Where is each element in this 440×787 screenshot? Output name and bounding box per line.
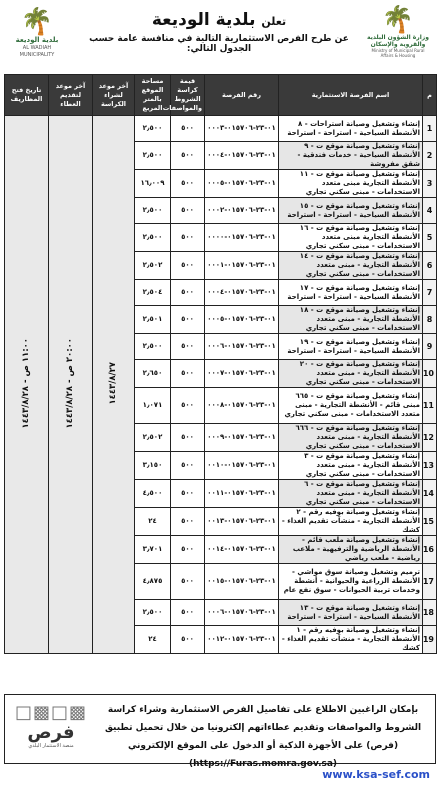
row-area: ٣٫١٥٠ — [135, 452, 171, 480]
row-name: إنشاء وتشغيل وصيانة موقع ت - ١٧ الأنشطة السياحية - استراحة - استراحة — [279, 280, 423, 306]
row-price: ٥٠٠ — [171, 424, 205, 452]
row-index: 4 — [423, 198, 437, 224]
municipality-logo-sub: AL WADIAH MUNICIPALITY — [19, 45, 55, 58]
row-index: 2 — [423, 142, 437, 170]
row-area: ٢٤ — [135, 626, 171, 654]
row-index: 13 — [423, 452, 437, 480]
merged-last-purchase-text: ١٤٤٣/٨/٢٧ — [108, 361, 118, 405]
row-price: ٥٠٠ — [171, 388, 205, 424]
col-opening: تاريخ فتح المظاريف — [5, 75, 49, 116]
row-code: ٠١-٢٣-٠١٥٧٠٦-٠٠١٥ — [205, 564, 279, 600]
row-code: ٠١-٢٣-٠١٥٧٠٦-٠٠١٣ — [205, 508, 279, 536]
ministry-logo-sub: Ministry of Municipal Rural Affairs & Housing — [371, 48, 425, 58]
row-name: إنشاء وتشغيل وصيانة بوفيه رقم - ٢ الأنشطة التجارية - منشآت تقديم الغذاء - كشك — [279, 508, 423, 536]
row-index: 1 — [423, 116, 437, 142]
col-price: قيمة كراسة الشروط والمواصفات — [171, 75, 205, 116]
footer-text: بإمكان الراغبين الاطلاع على تفاصيل الفرص الاستثمارية وشراء كراسة الشروط والمواصفات وتقديم عطاءاتهم إلكترونيا من خلال تحميل تطبيق (فرص) على الأجهزة الذكية أو الدخول على الموقع الإلكتروني (https://Furas.momra.gov.sa) — [104, 705, 422, 769]
col-index: م — [423, 75, 437, 116]
row-name: إنشاء وتشغيل وصيانة موقع ت - ١١ الأنشطة التجارية مبنى متعدد الاستخدامات - مبنى سكني تجاري — [279, 170, 423, 198]
row-index: 11 — [423, 388, 437, 424]
title-main: بلدية الوديعة — [151, 10, 256, 30]
row-area: ٣٫٧٠١ — [135, 536, 171, 564]
row-area: ٤٫٥٠٠ — [135, 480, 171, 508]
row-name: إنشاء وتشغيل وصيانة موقع ت - ٦ الأنشطة التجارية - مبنى متعدد الاستخدامات - مبنى سكني تجاري — [279, 480, 423, 508]
row-index: 7 — [423, 280, 437, 306]
table-header-row — [5, 75, 437, 116]
row-name: إنشاء وتشغيل وصيانة موقع ت - ١٤ الأنشطة التجارية - مبنى متعدد الاستخدامات - مبنى سكني تجاري — [279, 252, 423, 280]
row-name: إنشاء وتشغيل وصيانة موقع ت - ٩ الأنشطة السياحية - خدمات فندقية - شقق مفروشة — [279, 142, 423, 170]
merged-last-submit — [49, 116, 93, 654]
row-code: ٠١-٢٣-٠١٥٧٠٦-٠٠٠١ — [205, 252, 279, 280]
row-code: ٠١-٢٣-٠١٥٧٠٦-٠٠١٢ — [205, 626, 279, 654]
row-name: إنشاء وتشغيل وصيانة موقع ت - ١٩ الأنشطة السياحية - استراحة - استراحة — [279, 334, 423, 360]
row-price: ٥٠٠ — [171, 334, 205, 360]
row-index: 6 — [423, 252, 437, 280]
row-area: ٢٫٥٠٠ — [135, 600, 171, 626]
row-code: ٠١-٢٣-٠١٥٧٠٦-٠٠٠٤ — [205, 280, 279, 306]
row-area: ٢٫٥٠١ — [135, 306, 171, 334]
page-title — [74, 10, 364, 30]
row-name: إنشاء وتشغيل وصيانة موقع ت - ١٣ الأنشطة السياحية - استراحة - استراحة — [279, 600, 423, 626]
row-index: 5 — [423, 224, 437, 252]
row-area: ٢٫٥٠٠ — [135, 116, 171, 142]
row-index: 12 — [423, 424, 437, 452]
row-name: إنشاء وتشغيل وصيانة موقع ت - ٣ الأنشطة التجارية - مبنى متعدد الاستخدامات - مبنى سكني تجاري — [279, 452, 423, 480]
row-price: ٥٠٠ — [171, 600, 205, 626]
row-area: ٢٫٥٠٤ — [135, 280, 171, 306]
row-index: 16 — [423, 536, 437, 564]
row-index: 18 — [423, 600, 437, 626]
row-code: ٠١-٢٣-٠١٥٧٠٦-٠٠١١ — [205, 480, 279, 508]
palm-icon: 🌴 — [20, 7, 54, 37]
row-code: ٠١-٢٣-٠١٥٧٠٦-٠٠٠٥ — [205, 170, 279, 198]
furas-brand-sub: منصة الاستثمار البلدي — [28, 743, 74, 749]
row-name: ترميم وتشغيل وصيانة سوق مواشي - الأنشطة الزراعية والحيوانية - أنشطة وخدمات تربية الحيوانات - سوق نفع عام — [279, 564, 423, 600]
col-area: مساحة الموقع بالمتر المربع — [135, 75, 171, 116]
opportunities-table — [4, 74, 437, 654]
title-prefix: تعلن — [261, 15, 287, 28]
row-area: ٢٫٥٠٠ — [135, 198, 171, 224]
row-price: ٥٠٠ — [171, 508, 205, 536]
col-last-purchase: آخر موعد لشراء الكراسة — [93, 75, 135, 116]
row-area: ٢٫٥٠٠ — [135, 224, 171, 252]
palm-swords-icon: 🌴 — [381, 5, 415, 35]
row-index: 8 — [423, 306, 437, 334]
municipality-logo-text: بلدية الوديعة — [15, 36, 59, 44]
row-name: إنشاء وتشغيل وصيانة موقع ت - ٦٦٦ الأنشطة التجارية - مبنى متعدد الاستخدامات - مبنى سكني تجاري — [279, 424, 423, 452]
row-area: ٢٤ — [135, 508, 171, 536]
row-code: ٠١-٢٣-٠١٥٧٠٦-٠٠٠٣ — [205, 116, 279, 142]
row-name: إنشاء وتشغيل وصيانة ملعب قائم - الأنشطة الرياضية والترفيهية - ملاعب رياضية - ملعب رياضي — [279, 536, 423, 564]
row-code: ٠١-٢٣-٠١٥٧٠٦-٠٠٠٩ — [205, 424, 279, 452]
table-row — [5, 116, 437, 142]
row-code: ٠١-٢٣-٠١٥٧٠٦-٠٠٠٧ — [205, 360, 279, 388]
row-index: 9 — [423, 334, 437, 360]
row-price: ٥٠٠ — [171, 280, 205, 306]
title-block — [74, 10, 364, 54]
row-price: ٥٠٠ — [171, 564, 205, 600]
row-name: إنشاء وتشغيل وصيانة موقع ت - ٦٦٥ مبنى قائم - الأنشطة التجارية - مبنى متعدد الاستخدامات - مبنى سكني تجاري — [279, 388, 423, 424]
furas-logo — [11, 703, 91, 757]
row-price: ٥٠٠ — [171, 306, 205, 334]
row-price: ٥٠٠ — [171, 536, 205, 564]
row-area: ٤٫٨٧٥ — [135, 564, 171, 600]
row-code: ٠١-٢٣-٠١٥٧٠٦-٠٠١٠ — [205, 452, 279, 480]
row-name: إنشاء وتشغيل وصيانة موقع ت - ٢٠ الأنشطة التجارية - مبنى متعدد الاستخدامات - مبنى سكني تجاري — [279, 360, 423, 388]
row-code: ٠١-٢٣-٠١٥٧٠٦-٠٠١٤ — [205, 536, 279, 564]
row-index: 3 — [423, 170, 437, 198]
watermark-link[interactable]: www.ksa-sef.com — [322, 768, 430, 781]
row-price: ٥٠٠ — [171, 360, 205, 388]
row-index: 19 — [423, 626, 437, 654]
row-name: إنشاء وتشغيل وصيانة موقع ت - ١٦ الأنشطة التجارية مبنى متعدد الاستخدامات - مبنى سكني تجاري — [279, 224, 423, 252]
row-index: 14 — [423, 480, 437, 508]
row-area: ٢٫٥٠٢ — [135, 252, 171, 280]
row-price: ٥٠٠ — [171, 626, 205, 654]
row-code: ٠١-٢٣-٠١٥٧٠٦-٠٠٠٥ — [205, 306, 279, 334]
row-code: ٠١-٢٣-٠١٥٧٠٦-٠٠٠٦ — [205, 600, 279, 626]
row-area: ٢٫٥٠٢ — [135, 424, 171, 452]
row-index: 10 — [423, 360, 437, 388]
row-name: إنشاء وتشغيل وصيانة موقع ت - ١٨ الأنشطة التجارية - مبنى متعدد الاستخدامات - مبنى سكني تجاري — [279, 306, 423, 334]
row-code: ٠١-٢٣-٠١٥٧٠٦-٠٠٠٠ — [205, 224, 279, 252]
municipality-logo — [12, 8, 62, 58]
col-code: رقم الفرصة — [205, 75, 279, 116]
row-price: ٥٠٠ — [171, 116, 205, 142]
footer — [4, 694, 436, 769]
row-code: ٠١-٢٣-٠١٥٧٠٦-٠٠٠٤ — [205, 142, 279, 170]
row-area: ١٫٠٧١ — [135, 388, 171, 424]
row-name: إنشاء وتشغيل وصيانة بوفيه رقم - ١ الأنشطة التجارية - منشآت تقديم الغذاء - كشك — [279, 626, 423, 654]
row-area: ٢٫٦٥٠ — [135, 360, 171, 388]
col-name: اسم الفرصة الاستثمارية — [279, 75, 423, 116]
row-code: ٠١-٢٣-٠١٥٧٠٦-٠٠٠٢ — [205, 198, 279, 224]
row-index: 15 — [423, 508, 437, 536]
row-area: ٢٫٥٠٠ — [135, 142, 171, 170]
header — [4, 4, 436, 66]
row-area: ٢٫٥٠٠ — [135, 334, 171, 360]
merged-opening — [5, 116, 49, 654]
row-name: إنشاء وتشغيل وصيانة موقع ت - ١٥ الأنشطة السياحية - استراحة - استراحة — [279, 198, 423, 224]
row-index: 17 — [423, 564, 437, 600]
row-price: ٥٠٠ — [171, 252, 205, 280]
row-price: ٥٠٠ — [171, 170, 205, 198]
merged-opening-text: ١١:٠٠ ص - ١٤٤٣/٨/٢٨ — [21, 337, 31, 429]
tender-notice — [4, 4, 436, 783]
skyline-icon: □▩□▩ — [14, 702, 88, 723]
row-price: ٥٠٠ — [171, 224, 205, 252]
page-subtitle: عن طرح الفرص الاستثمارية التالية في منافسة عامة حسب الجدول التالي: — [89, 34, 349, 54]
merged-last-submit-text: ٢٠:٠٠ ص - ١٤٤٣/٨/٢٨ — [65, 337, 75, 429]
ministry-logo-text: وزارة الشؤون البلدية والقروية والإسكان — [366, 34, 429, 48]
merged-last-purchase — [93, 116, 135, 654]
row-code: ٠١-٢٣-٠١٥٧٠٦-٠٠٠٨ — [205, 388, 279, 424]
row-price: ٥٠٠ — [171, 142, 205, 170]
row-area: ١٦٫٠٠٩ — [135, 170, 171, 198]
row-code: ٠١-٢٣-٠١٥٧٠٦-٠٠٠٦ — [205, 334, 279, 360]
col-last-submit: آخر موعد لتقديم العطاء — [49, 75, 93, 116]
row-price: ٥٠٠ — [171, 198, 205, 224]
row-name: إنشاء وتشغيل وصيانة استراحات - ٨ الأنشطة السياحية - استراحة - استراحة — [279, 116, 423, 142]
furas-brand: فرص — [27, 722, 75, 743]
row-price: ٥٠٠ — [171, 452, 205, 480]
ministry-logo — [366, 6, 430, 62]
row-price: ٥٠٠ — [171, 480, 205, 508]
